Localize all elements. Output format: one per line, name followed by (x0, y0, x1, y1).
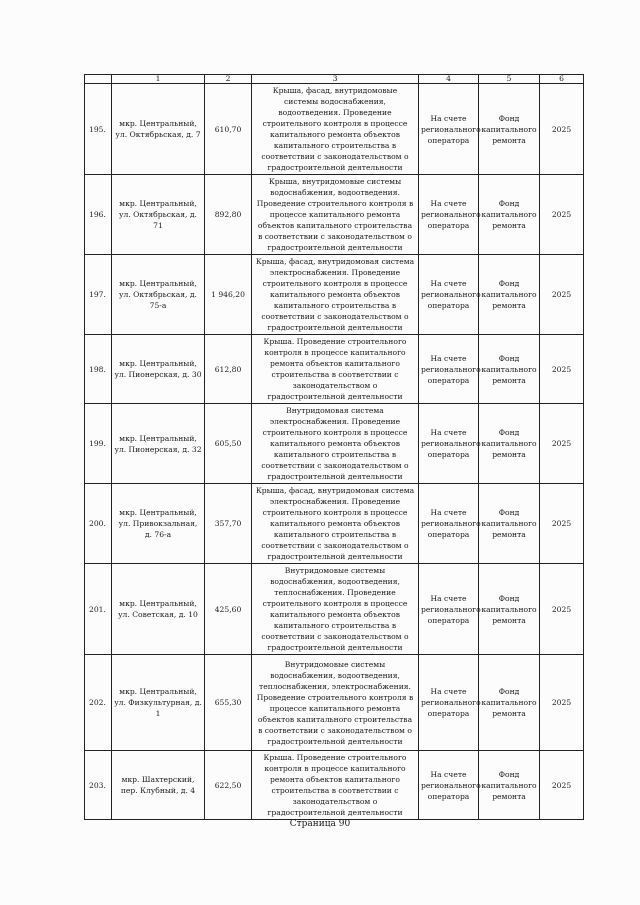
area-cell: 425,60 (205, 564, 252, 655)
address-cell: мкр. Центральный, ул. Октябрьская, д. 71 (112, 175, 205, 255)
year-cell: 2025 (540, 655, 584, 751)
row-number: 201. (85, 564, 112, 655)
row-number: 198. (85, 335, 112, 404)
account-cell: На счете регионального оператора (419, 84, 479, 175)
address-cell: мкр. Шахтерский, пер. Клубный, д. 4 (112, 751, 205, 820)
account-cell: На счете регионального оператора (419, 255, 479, 335)
year-cell: 2025 (540, 335, 584, 404)
col-header: 6 (540, 75, 584, 84)
col-header: 2 (205, 75, 252, 84)
account-cell: На счете регионального оператора (419, 335, 479, 404)
table-row (85, 175, 584, 255)
fund-cell: Фонд капитального ремонта (479, 751, 540, 820)
fund-cell: Фонд капитального ремонта (479, 655, 540, 751)
address-cell: мкр. Центральный, ул. Советская, д. 10 (112, 564, 205, 655)
table-row (85, 84, 584, 175)
fund-cell: Фонд капитального ремонта (479, 255, 540, 335)
year-cell: 2025 (540, 84, 584, 175)
row-number: 197. (85, 255, 112, 335)
col-header: 5 (479, 75, 540, 84)
account-cell: На счете регионального оператора (419, 484, 479, 564)
col-header: 4 (419, 75, 479, 84)
capital-repair-table (84, 74, 584, 820)
table-row (85, 255, 584, 335)
year-cell: 2025 (540, 175, 584, 255)
year-cell: 2025 (540, 404, 584, 484)
row-number: 203. (85, 751, 112, 820)
address-cell: мкр. Центральный, ул. Пионерская, д. 32 (112, 404, 205, 484)
address-cell: мкр. Центральный, ул. Октябрьская, д. 7 (112, 84, 205, 175)
fund-cell: Фонд капитального ремонта (479, 404, 540, 484)
header-row (85, 75, 584, 84)
area-cell: 622,50 (205, 751, 252, 820)
area-cell: 655,30 (205, 655, 252, 751)
col-header: 1 (112, 75, 205, 84)
works-cell: Крыша, фасад, внутридомовая система электроснабжения. Проведение строительного контроля в процессе капитального ремонта объектов капитального строительства в соответствии с законодательством о градостроительной деятельности (252, 255, 419, 335)
address-cell: мкр. Центральный, ул. Пионерская, д. 30 (112, 335, 205, 404)
year-cell: 2025 (540, 255, 584, 335)
works-cell: Внутридомовые системы водоснабжения, водоотведения, теплоснабжения. Проведение строительного контроля в процессе капитального ремонта объектов капитального строительства в соответствии с законодательством о градостроительной деятельности (252, 564, 419, 655)
fund-cell: Фонд капитального ремонта (479, 484, 540, 564)
works-cell: Крыша, фасад, внутридомовые системы водоснабжения, водоотведения. Проведение строительного контроля в процессе капитального ремонта объектов капитального строительства в соответствии с законодательством о градостроительной деятельности (252, 84, 419, 175)
account-cell: На счете регионального оператора (419, 404, 479, 484)
area-cell: 605,50 (205, 404, 252, 484)
address-cell: мкр. Центральный, ул. Октябрьская, д. 75-а (112, 255, 205, 335)
area-cell: 892,80 (205, 175, 252, 255)
fund-cell: Фонд капитального ремонта (479, 175, 540, 255)
account-cell: На счете регионального оператора (419, 751, 479, 820)
area-cell: 357,70 (205, 484, 252, 564)
table-row (85, 404, 584, 484)
area-cell: 610,70 (205, 84, 252, 175)
year-cell: 2025 (540, 564, 584, 655)
works-cell: Внутридомовая система электроснабжения. Проведение строительного контроля в процессе капитального ремонта объектов капитального строительства в соответствии с законодательством о градостроительной деятельности (252, 404, 419, 484)
fund-cell: Фонд капитального ремонта (479, 84, 540, 175)
page-number: Страница 90 (289, 819, 351, 829)
table-row (85, 655, 584, 751)
works-cell: Крыша. Проведение строительного контроля в процессе капитального ремонта объектов капитального строительства в соответствии с законодательством о градостроительной деятельности (252, 751, 419, 820)
area-cell: 1 946,20 (205, 255, 252, 335)
year-cell: 2025 (540, 484, 584, 564)
area-cell: 612,80 (205, 335, 252, 404)
works-cell: Крыша. Проведение строительного контроля в процессе капитального ремонта объектов капитального строительства в соответствии с законодательством о градостроительной деятельности (252, 335, 419, 404)
account-cell: На счете регионального оператора (419, 655, 479, 751)
row-number: 196. (85, 175, 112, 255)
row-number: 195. (85, 84, 112, 175)
table-row (85, 484, 584, 564)
fund-cell: Фонд капитального ремонта (479, 564, 540, 655)
account-cell: На счете регионального оператора (419, 564, 479, 655)
works-cell: Внутридомовые системы водоснабжения, водоотведения, теплоснабжения, электроснабжения. Проведение строительного контроля в процессе капитального ремонта объектов капитального строительства в соответствии с законодательством о градостроительной деятельности (252, 655, 419, 751)
col-header (85, 75, 112, 84)
table-row (85, 335, 584, 404)
row-number: 200. (85, 484, 112, 564)
table-row (85, 564, 584, 655)
account-cell: На счете регионального оператора (419, 175, 479, 255)
col-header: 3 (252, 75, 419, 84)
year-cell: 2025 (540, 751, 584, 820)
works-cell: Крыша, фасад, внутридомовая система электроснабжения. Проведение строительного контроля в процессе капитального ремонта объектов капитального строительства в соответствии с законодательством о градостроительной деятельности (252, 484, 419, 564)
address-cell: мкр. Центральный, ул. Физкультурная, д. 1 (112, 655, 205, 751)
fund-cell: Фонд капитального ремонта (479, 335, 540, 404)
row-number: 199. (85, 404, 112, 484)
row-number: 202. (85, 655, 112, 751)
works-cell: Крыша, внутридомовые системы водоснабжения, водоотведения. Проведение строительного контроля в процессе капитального ремонта объектов капитального строительства в соответствии с законодательством о градостроительной деятельности (252, 175, 419, 255)
table-row (85, 751, 584, 820)
address-cell: мкр. Центральный, ул. Привокзальная, д. 76-а (112, 484, 205, 564)
